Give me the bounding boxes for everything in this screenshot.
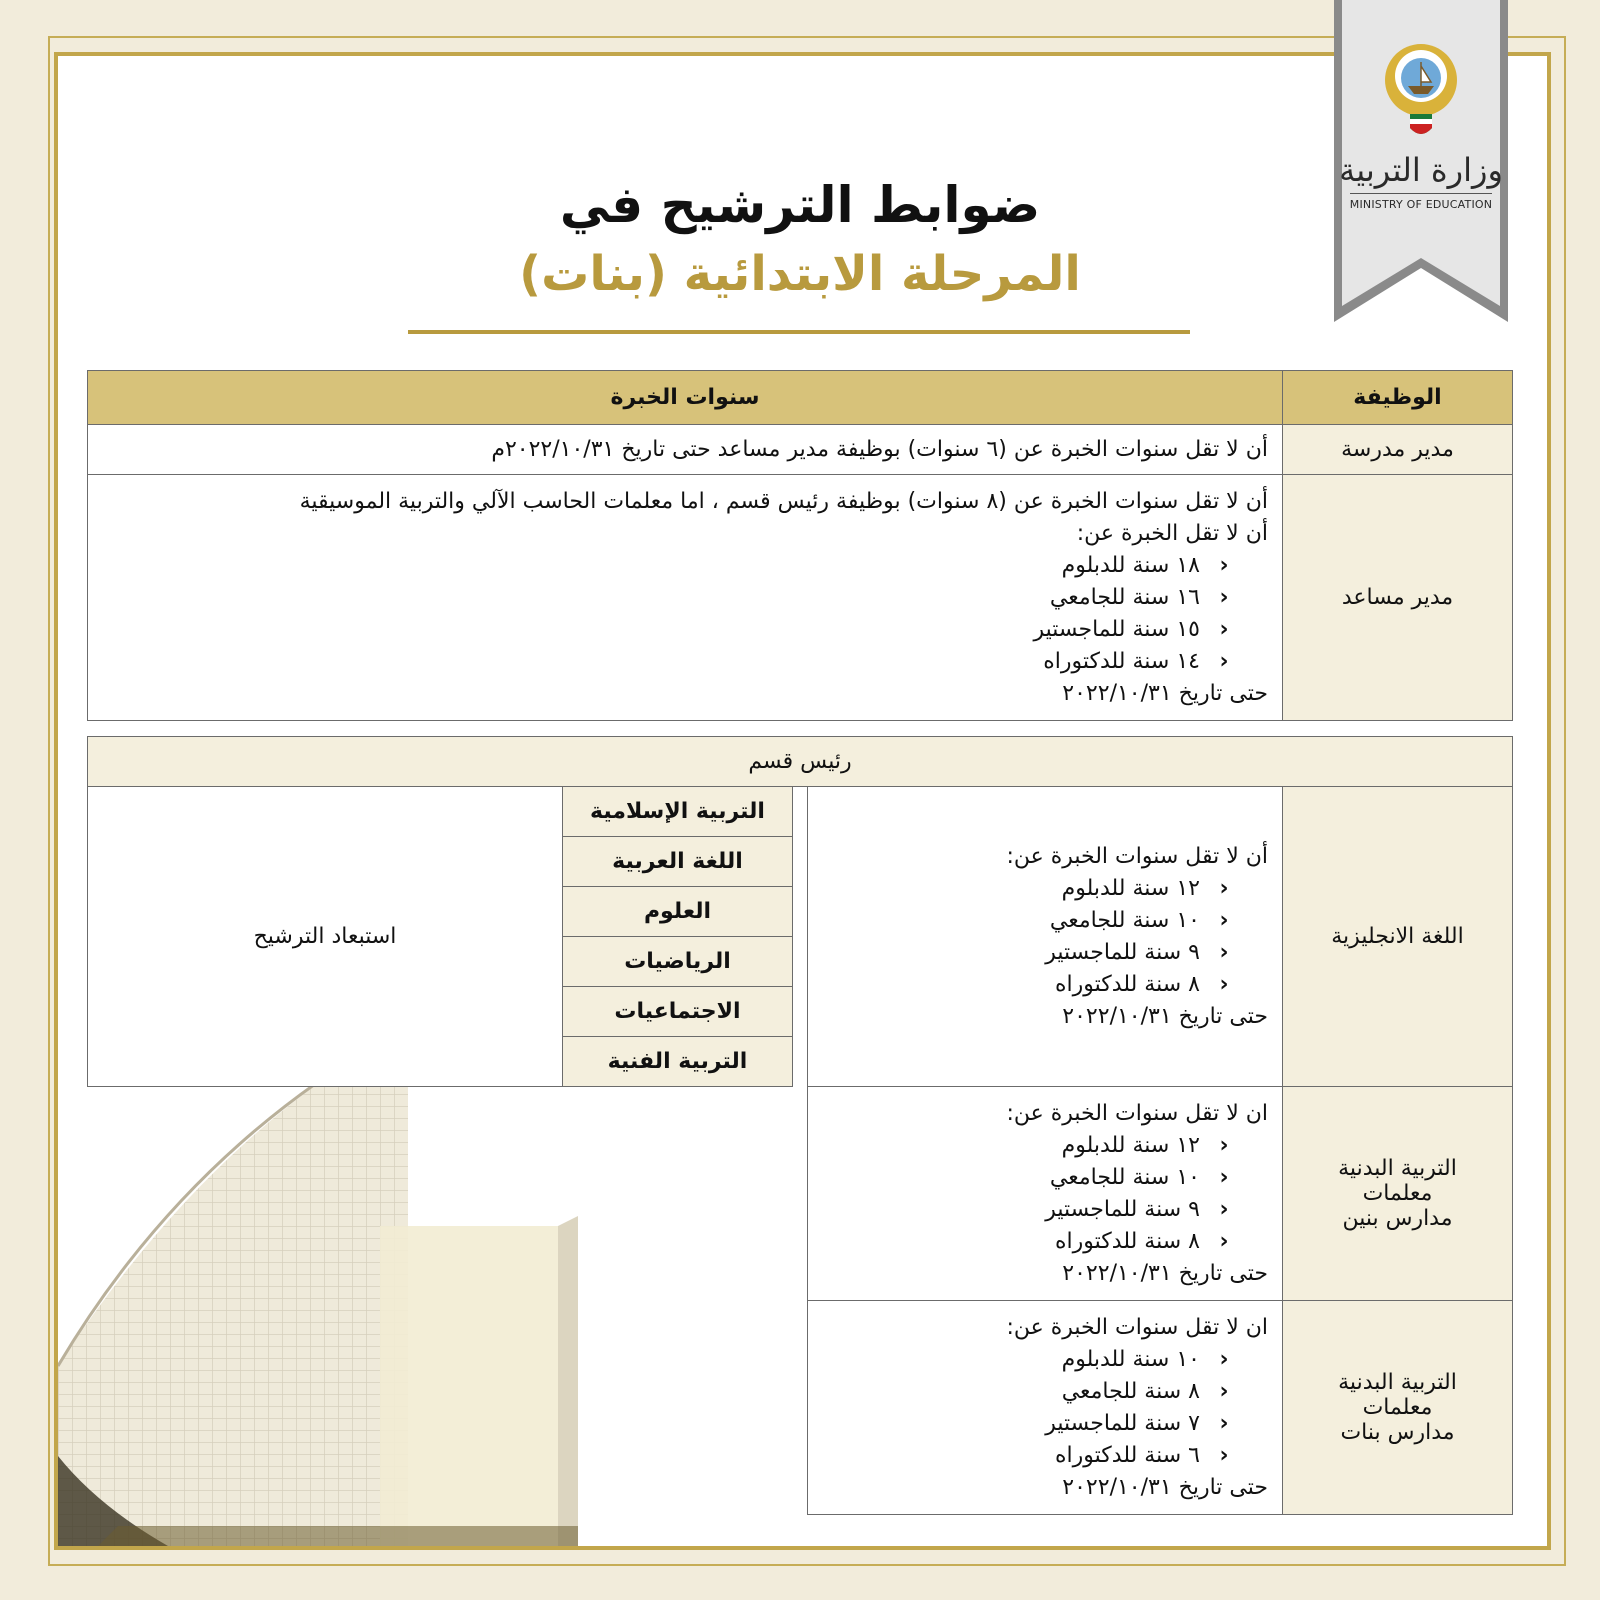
experience-pe-boys [808,1087,1283,1301]
list-item: ‹ ٨ سنة للدكتوراه [818,969,1248,1001]
list-item: ‹ ١٦ سنة للجامعي [98,582,1248,614]
table-row [88,475,1513,721]
list-item: ‹ ١٠ سنة للجامعي [818,905,1248,937]
job-assistant-principal: مدير مساعد [1283,475,1513,721]
list-item: ‹ ٧ سنة للماجستير [818,1408,1248,1440]
subject-art: التربية الفنية [563,1037,793,1087]
list-item: ‹ ٨ سنة للجامعي [818,1376,1248,1408]
requirement-line: أن لا تقل سنوات الخبرة عن (٨ سنوات) بوظيفة رئيس قسم ، اما معلمات الحاسب الآلي والتربية الموسيقية [299,488,1268,514]
job-line: معلمات [1362,1181,1433,1206]
subject-science: العلوم [563,887,793,937]
exclusion-note: استبعاد الترشيح [88,787,563,1087]
table-row [88,787,1513,837]
subject-social: الاجتماعيات [563,987,793,1037]
job-pe-girls [1283,1301,1513,1515]
subject-math: الرياضيات [563,937,793,987]
ministry-logo-text [1328,150,1514,211]
job-line: معلمات [1362,1395,1433,1420]
requirement-line: ان لا تقل سنوات الخبرة عن: [1006,1314,1268,1340]
list-item: ‹ ١٨ سنة للدبلوم [98,550,1248,582]
table-row [88,1087,1513,1301]
department-head-table [87,736,1513,1515]
header-experience: سنوات الخبرة [88,371,1283,425]
job-line: التربية البدنية [1338,1156,1457,1181]
list-item: ‹ ١٠ سنة للجامعي [818,1162,1248,1194]
experience-assistant-principal [88,475,1283,721]
requirement-list [98,550,1268,678]
requirement-list [818,1130,1268,1258]
table-gap [793,787,808,1087]
list-item: ‹ ١٢ سنة للدبلوم [818,873,1248,905]
list-item: ‹ ٩ سنة للماجستير [818,937,1248,969]
subject-arabic: اللغة العربية [563,837,793,887]
list-item: ‹ ١٢ سنة للدبلوم [818,1130,1248,1162]
list-item: ‹ ١٤ سنة للدكتوراه [98,646,1248,678]
header-job: الوظيفة [1283,371,1513,425]
ministry-name-english: MINISTRY OF EDUCATION [1349,198,1493,211]
job-principal: مدير مدرسة [1283,425,1513,475]
title-line-2: المرحلة الابتدائية (بنات) [519,246,1081,302]
requirement-line: أن لا تقل سنوات الخبرة عن: [1006,843,1268,869]
experience-principal: أن لا تقل سنوات الخبرة عن (٦ سنوات) بوظيفة مدير مساعد حتى تاريخ ٢٠٢٢/١٠/٣١م [88,425,1283,475]
requirement-line: ان لا تقل سنوات الخبرة عن: [1006,1100,1268,1126]
job-pe-boys [1283,1087,1513,1301]
job-line: التربية البدنية [1338,1370,1457,1395]
experience-english [808,787,1283,1087]
requirement-list [818,873,1268,1001]
list-item: ‹ ٦ سنة للدكتوراه [818,1440,1248,1472]
until-date: حتى تاريخ ٢٠٢٢/١٠/٣١ [1062,1260,1268,1286]
job-line: مدارس بنات [1340,1420,1455,1445]
director-criteria-table [87,370,1513,721]
empty-area [88,1087,808,1515]
requirement-line: أن لا تقل الخبرة عن: [1076,520,1268,546]
title-line-1: ضوابط الترشيح في [559,176,1041,234]
until-date: حتى تاريخ ٢٠٢٢/١٠/٣١ [1062,1003,1268,1029]
page-title [350,175,1250,305]
experience-pe-girls [808,1301,1283,1515]
job-line: مدارس بنين [1342,1206,1453,1231]
subject-islamic: التربية الإسلامية [563,787,793,837]
until-date: حتى تاريخ ٢٠٢٢/١٠/٣١ [1062,1474,1268,1500]
table-row [88,425,1513,475]
list-item: ‹ ١٥ سنة للماجستير [98,614,1248,646]
department-head-title: رئيس قسم [88,737,1513,787]
job-english: اللغة الانجليزية [1283,787,1513,1087]
list-item: ‹ ٨ سنة للدكتوراه [818,1226,1248,1258]
title-underline [408,330,1190,334]
ministry-name-arabic: وزارة التربية [1339,151,1503,189]
list-item: ‹ ١٠ سنة للدبلوم [818,1344,1248,1376]
requirement-list [818,1344,1268,1472]
list-item: ‹ ٩ سنة للماجستير [818,1194,1248,1226]
until-date: حتى تاريخ ٢٠٢٢/١٠/٣١ [1062,680,1268,706]
